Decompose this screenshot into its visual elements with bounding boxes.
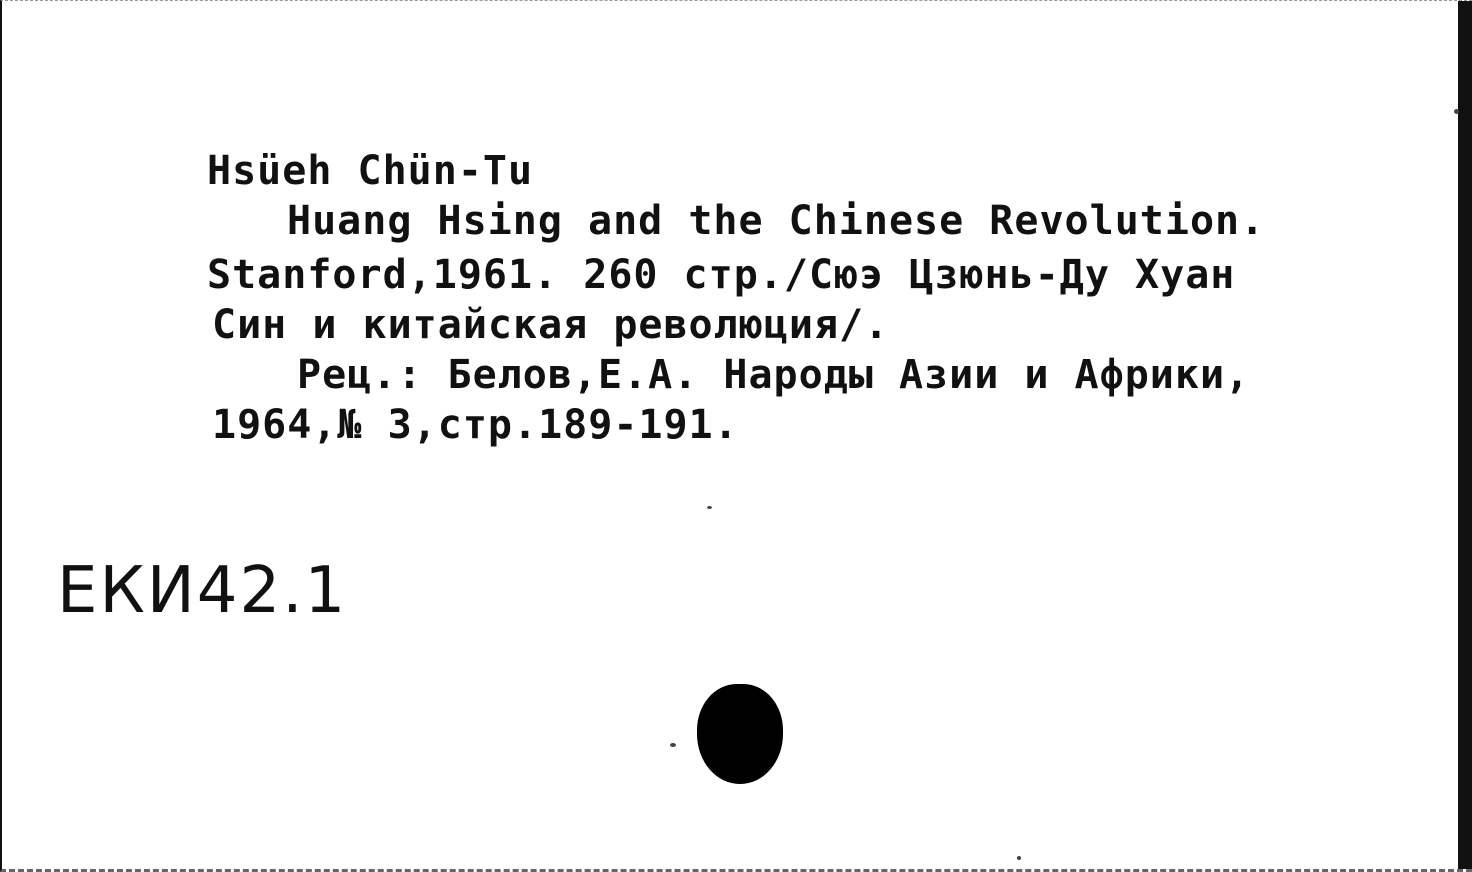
dust-speck xyxy=(707,506,712,509)
dust-speck xyxy=(670,743,676,747)
title-line-1: Huang Hsing and the Chinese Revolution. xyxy=(287,198,1266,244)
dust-speck xyxy=(1017,856,1021,860)
author-line: Hsüeh Chün-Tu xyxy=(207,148,534,194)
title-line-2: Stanford,1961. 260 стр./Сюэ Цзюнь-Ду Хуан xyxy=(207,252,1236,298)
title-line-3: Син и китайская революция/. xyxy=(212,302,890,348)
punch-hole xyxy=(697,684,783,784)
dust-speck xyxy=(1454,109,1459,114)
review-line-2: 1964,№ 3,стр.189-191. xyxy=(212,402,739,448)
review-line-1: Рец.: Белов,Е.А. Народы Азии и Африки, xyxy=(297,352,1251,398)
call-number: ЕКИ42.1 xyxy=(57,554,348,628)
card-edge xyxy=(1458,1,1472,872)
